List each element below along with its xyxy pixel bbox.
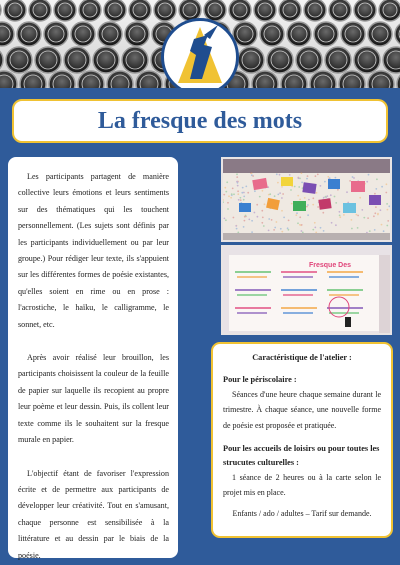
accueils-heading: Pour les accueils de loisirs ou pour toutes les strucutes culturelles :	[223, 443, 380, 467]
tarif-text: Enfants / ado / adultes – Tarif sur demande.	[232, 509, 372, 519]
info-title: Caractéristique de l'atelier :	[252, 353, 352, 362]
accueils-text: 1 séance de 2 heures ou à la carte selon le projet mis en place.	[223, 472, 381, 498]
header-banner	[0, 0, 400, 88]
periscolaire-text: Séances d'une heure chaque semaine durant le trimestre. À chaque séance, une nouvelle forme de poésie est proposée et pratiquée.	[223, 390, 381, 430]
description-paragraph-2: Après avoir réalisé leur brouillon, les participants choisissent la couleur de la feuille de papier sur laquelle ils recopient au propre leur poème et leur dessin. Puis, ils collent leur texte comme ils le souhaitent sur la fresque murale en papier.	[18, 353, 169, 445]
quill-writer-logo-icon	[161, 18, 239, 88]
periscolaire-heading: Pour le périscolaire :	[223, 375, 297, 384]
title-box	[12, 99, 388, 143]
fresque-photo-1	[221, 157, 392, 242]
description-paragraph-1: Les participants partagent de manière collective leurs émotions et leurs sentiments sur des thématiques qui les touchent personnellement. (Les sujets sont définis par les participants individuellement ou par leur groupe.) Pour rédiger leur texte, ils s'appuient sur les différentes formes de poésie existantes, qu'elles soient en rime ou en prose : l'acrostiche, le haïku, le calligramme, le sonnet, etc.	[18, 172, 169, 329]
description-card	[8, 157, 178, 558]
description-paragraph-3: L'objectif étant de favoriser l'expression écrite et de permettre aux participants de développer leur créativité. Tout en s'amusant, chaque personne est sensibilisée à la littérature et au dessin par le biais de la poésie.	[18, 468, 169, 560]
fresque-photo-2	[221, 245, 392, 335]
svg-text:Fresque Des: Fresque Des	[309, 262, 352, 269]
page-title: La fresque des mots	[97, 107, 303, 134]
workshop-info-card	[211, 342, 393, 538]
